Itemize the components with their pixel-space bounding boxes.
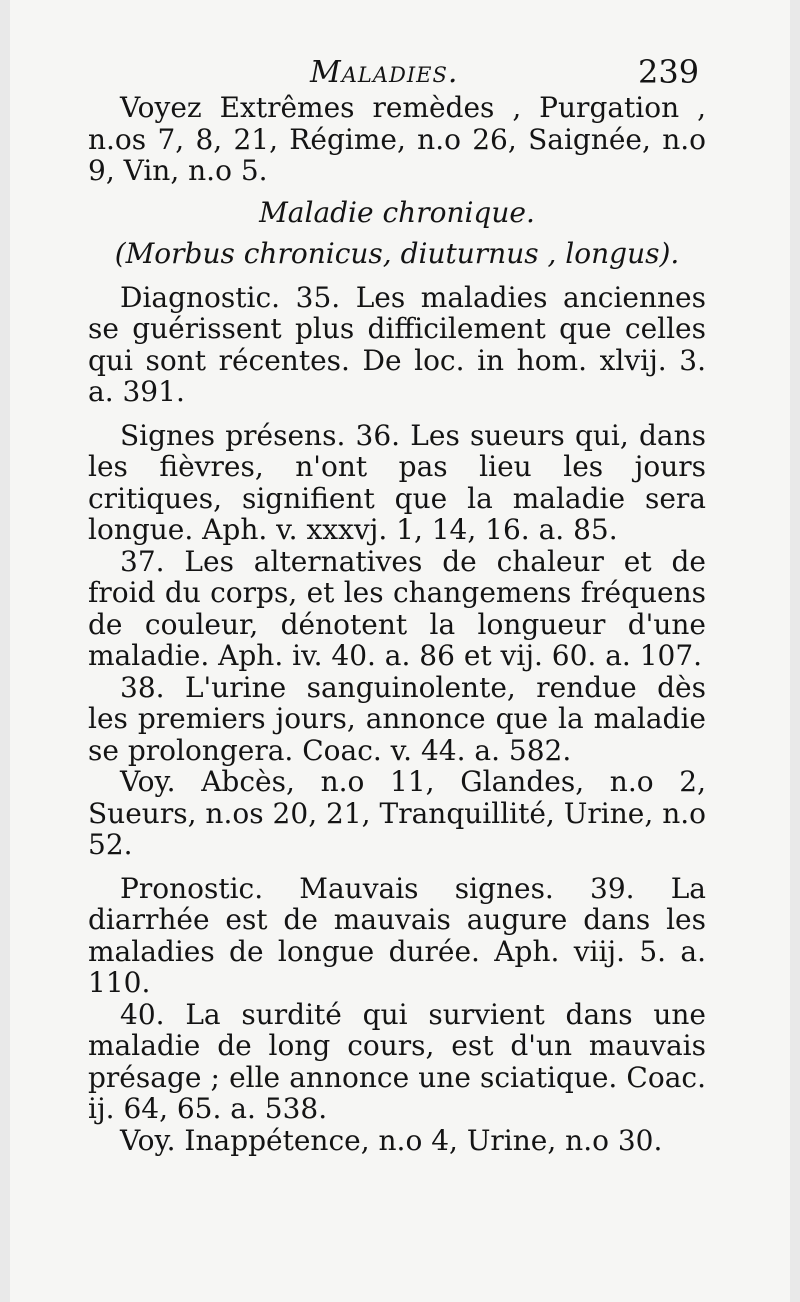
section-heading: Maladie chronique. — [259, 195, 535, 229]
section-subheading: (Morbus chronicus, diuturnus , longus). — [114, 237, 680, 270]
running-head: Maladies. — [310, 55, 459, 90]
diagnostic-paragraph: Diagnostic. 35. Les maladies anciennes se guérissent plus difficilement que celles qui sont récentes. De loc. in hom. xlvij. 3. a. 391. — [88, 280, 706, 408]
cross-reference-paragraph: Voyez Extrêmes remèdes , Purgation , n.os 7, 8, 21, Régime, n.o 26, Saignée, n.o 9, Vin, n.o 5. — [88, 91, 706, 187]
page-number: 239 — [638, 53, 700, 91]
paragraph-37: 37. Les alternatives de chaleur et de froid du corps, et les changemens fréquens de couleur, dénotent la longueur d'une maladie. Aph. iv. 40. a. 86 et vij. 60. a. 107. — [88, 544, 706, 672]
paragraph-40: 40. La surdité qui survient dans une maladie de long cours, est d'un mauvais présage ; elle annonce une sciatique. Coac. ij. 64, 65. a. 538. — [88, 997, 706, 1125]
paragraph-38: 38. L'urine sanguinolente, rendue dès les premiers jours, annonce que la maladie se prolongera. Coac. v. 44. a. 582. — [88, 670, 706, 767]
cross-reference-paragraph: Voy. Abcès, n.o 11, Glandes, n.o 2, Sueurs, n.os 20, 21, Tranquillité, Urine, n.o 52. — [88, 765, 706, 861]
page-body — [88, 92, 706, 1156]
book-page — [10, 0, 790, 1302]
pronostic-paragraph: Pronostic. Mauvais signes. 39. La diarrhée est de mauvais augure dans les maladies de longue durée. Aph. viij. 5. a. 110. — [88, 871, 706, 999]
cross-reference-paragraph: Voy. Inappétence, n.o 4, Urine, n.o 30. — [120, 1123, 663, 1157]
signes-presens-paragraph: Signes présens. 36. Les sueurs qui, dans les fièvres, n'ont pas lieu les jours critiques, signifient que la maladie sera longue. Aph. v. xxxvj. 1, 14, 16. a. 85. — [88, 418, 706, 546]
